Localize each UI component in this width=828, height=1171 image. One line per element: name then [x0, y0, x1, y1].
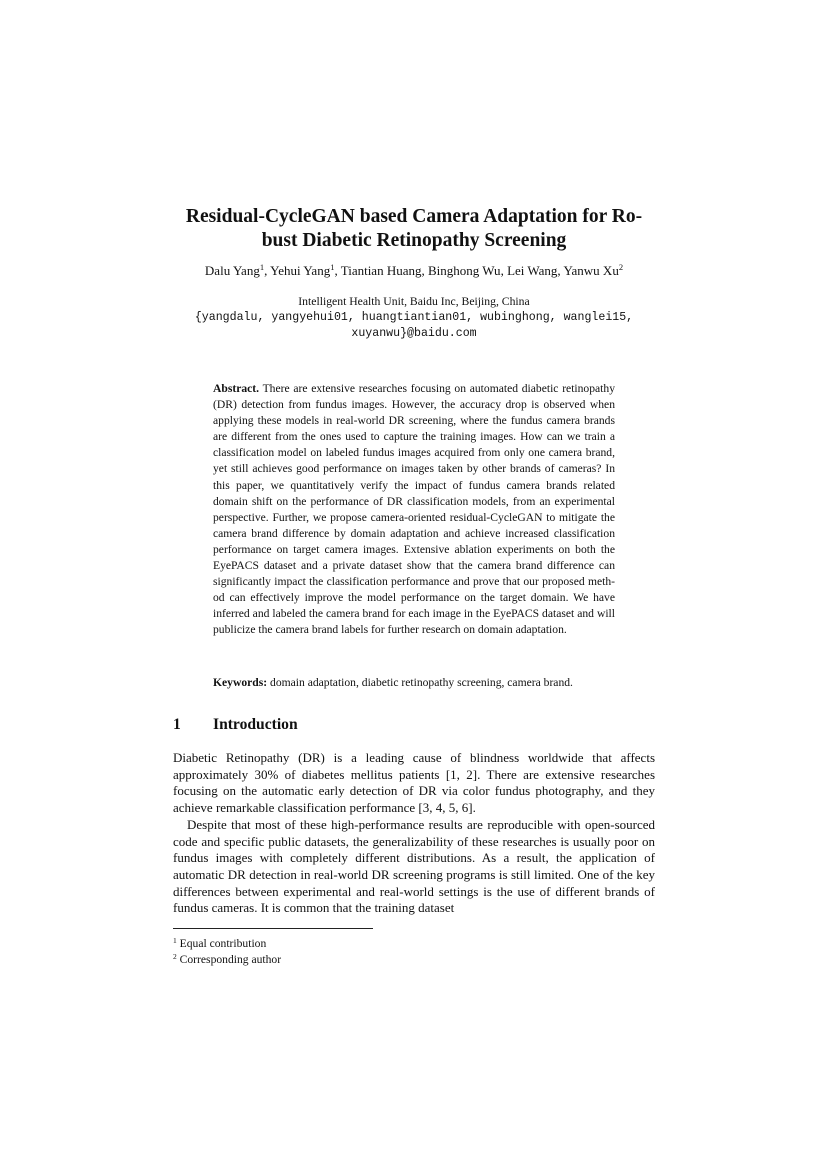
footnotes — [173, 936, 281, 968]
author: Binghong Wu — [428, 263, 501, 278]
section-heading — [173, 715, 298, 735]
footnote-text: Equal contribution — [179, 937, 267, 950]
paragraph: Despite that most of these high-performance results are reproducible with open-sourced code and specific public datasets, the generalizability of these researches is usually poor on fundus images with completely different distributions. As a result, the application of automatic DR detection in real-world DR screening programs is still limited. One of the key differences between experimental and real-world settings is the use of different brands of fundus cameras. It is common that the training dataset — [173, 816, 655, 916]
affiliation: Intelligent Health Unit, Baidu Inc, Beijing, China — [298, 295, 530, 308]
footnote-text: Corresponding author — [179, 953, 282, 966]
author: Tiantian Huang — [340, 263, 422, 278]
author: Yehui Yang — [270, 263, 331, 278]
section-number: 1 — [173, 716, 181, 733]
author-list: Dalu Yang$^1$, Yehui Yang$^1$, Tiantian Huang, Binghong Wu, Lei Wang, Yanwu Xu$^2$ — [204, 262, 624, 278]
keywords — [213, 675, 615, 691]
author: Lei Wang — [507, 263, 558, 278]
footnote — [173, 952, 281, 968]
author-affil-mark: 1 — [259, 262, 265, 272]
author-affil-mark: 2 — [618, 262, 624, 272]
paper-title — [150, 205, 678, 253]
paragraph: Diabetic Retinopathy (DR) is a leading cause of blindness worldwide that affects approximately 30% of diabetes mellitus patients [1, 2]. There are extensive researches focusing on the automatic early detection of DR via color fundus photography, and they achieve remarkable classification performance [3, 4, 5, 6]. — [173, 750, 655, 816]
section-title: Introduction — [213, 716, 298, 733]
author-emails — [150, 310, 678, 342]
emails-line-2: xuyanwu}@baidu.com — [351, 327, 477, 340]
introduction-body — [173, 750, 655, 917]
abstract-text: There are extensive researches focusing on automated diabetic retinopathy (DR) detection from fundus images. However, the accuracy drop is observed when applying these models in real-world DR screening, where the fundus camera brands are different from the ones used to capture the training images. How can we train a classification model on labeled fundus images acquired from only one camera brand, yet still achieves good performance on images taken by other brands of cameras? In this paper, we quantitatively verify the impact of fundus camera brands related domain shift on the performance of DR classification models, from an experimental perspective. Further, we propose camera-oriented residual-CycleGAN to mitigate the camera brand difference by domain adaptation and achieve increased classification performance on target camera images. Extensive ablation experiments on both the EyePACS dataset and a private dataset show that the camera brand difference can significantly impact the classification performance and prove that our proposed method can effectively improve the model performance on the target domain. We have inferred and labeled the camera brand for each image in the EyePACS dataset and will publicize the camera brand labels for further research on domain adaptation. — [213, 382, 615, 637]
footnote-mark: 2 — [173, 952, 177, 961]
author-affil-mark: 1 — [330, 262, 335, 272]
keywords-text: domain adaptation, diabetic retinopathy screening, camera brand. — [270, 676, 573, 689]
title-line-2: bust Diabetic Retinopathy Screening — [261, 230, 567, 251]
author: Yanwu Xu — [563, 263, 619, 278]
footnote — [173, 936, 281, 952]
abstract-label: Abstract. — [213, 382, 260, 395]
author: Dalu Yang — [204, 263, 260, 278]
title-line-1: Residual-CycleGAN based Camera Adaptation for Ro- — [185, 206, 643, 227]
keywords-label: Keywords: — [213, 676, 268, 689]
abstract — [213, 381, 615, 639]
footnote-divider — [173, 928, 373, 929]
footnote-mark: 1 — [173, 936, 177, 945]
emails-line-1: {yangdalu, yangyehui01, huangtiantian01, wubinghong, wanglei15, — [194, 311, 634, 324]
